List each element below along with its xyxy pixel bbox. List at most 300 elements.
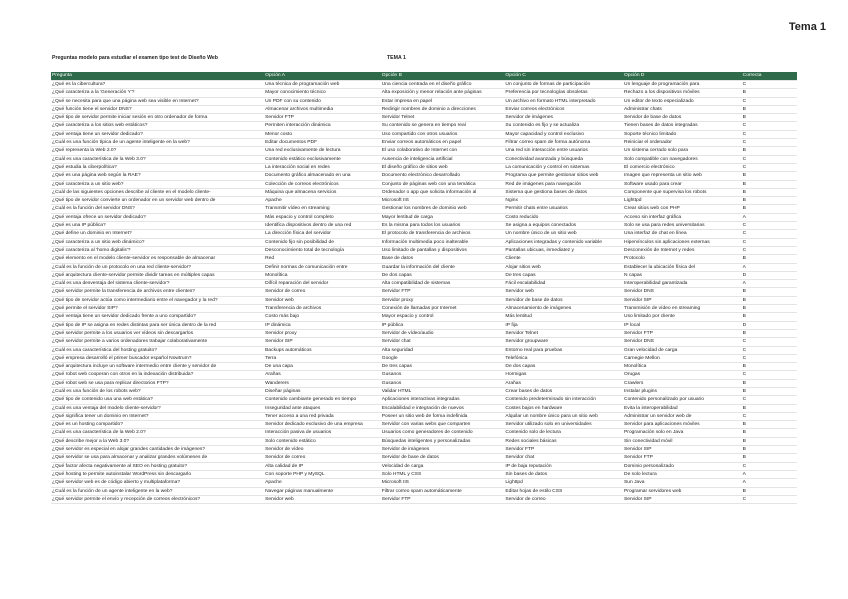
table-row: [51, 296, 797, 304]
option-c-cell: Mayor capacidad y control exclusivo: [504, 130, 623, 138]
option-b-cell: Ausencia de inteligencia artificial: [381, 155, 505, 163]
answer-cell: B: [742, 172, 797, 180]
option-a-cell: Terra: [264, 354, 381, 362]
option-c-cell: Almacenamiento de imágenes: [504, 305, 623, 313]
option-c-cell: Aplicaciones integradas y contenido variable: [504, 238, 623, 246]
option-c-cell: Contenido solo de lectura: [504, 429, 623, 437]
question-cell: ¿Qué permite el servidor SIP?: [51, 305, 264, 313]
option-b-cell: Búsquedas inteligentes y personalizadas: [381, 437, 505, 445]
question-cell: ¿Cuál de las siguientes opciones describe al cliente en el modelo cliente-: [51, 188, 264, 196]
table-row: [51, 163, 797, 171]
option-a-cell: Identifica dispositivos dentro de una red: [264, 222, 381, 230]
option-d-cell: Tienen bases de datos integradas: [623, 122, 742, 130]
question-cell: ¿Cuál es la función de un protocolo en una red cliente-servidor?: [51, 263, 264, 271]
option-d-cell: Uso limitado por cliente: [623, 313, 742, 321]
answer-cell: B: [742, 288, 797, 296]
option-d-cell: Sin conectividad móvil: [623, 437, 742, 445]
option-d-cell: Transmisión de vídeo en streaming: [623, 305, 742, 313]
answer-cell: A: [742, 213, 797, 221]
option-d-cell: Acceso sin interfaz gráfica: [623, 213, 742, 221]
question-cell: ¿Qué empresa desarrolló el primer buscador español Nowtrum?: [51, 354, 264, 362]
table-row: [51, 213, 797, 221]
question-cell: ¿Qué ventaja tiene un servidor dedicado?: [51, 130, 264, 138]
table-row: [51, 446, 797, 454]
option-b-cell: Aplicaciones interactivas integradas: [381, 396, 505, 404]
question-cell: ¿Qué tipo de servidor actúa como intermediario entre el navegador y la red?: [51, 296, 264, 304]
table-row: [51, 437, 797, 445]
option-a-cell: Permiten interacción dinámica: [264, 122, 381, 130]
option-d-cell: Contenido personalizado por usuario: [623, 396, 742, 404]
option-c-cell: Telefónica: [504, 354, 623, 362]
sheet-subtitle: TEMA 1: [387, 55, 406, 61]
option-d-cell: N capas: [623, 271, 742, 279]
option-b-cell: Google: [381, 354, 505, 362]
option-a-cell: Apache: [264, 197, 381, 205]
table-row: [51, 89, 797, 97]
option-c-cell: Servidor de correo: [504, 495, 623, 503]
table-row: [51, 454, 797, 462]
option-d-cell: Evita la interoperabilidad: [623, 404, 742, 412]
option-c-cell: Servidor de imágenes: [504, 114, 623, 122]
option-d-cell: Servidor SIP: [623, 446, 742, 454]
option-c-cell: Su contenido es fijo y se actualiza: [504, 122, 623, 130]
question-cell: ¿Qué robot web se usa para replicar directorios FTP?: [51, 379, 264, 387]
option-a-cell: Solo contenido estático: [264, 437, 381, 445]
option-a-cell: Red: [264, 255, 381, 263]
option-d-cell: Programar servidores web: [623, 487, 742, 495]
answer-cell: C: [742, 139, 797, 147]
column-header-opcion-c: Opción C: [504, 72, 623, 81]
option-a-cell: Navegar páginas manualmente: [264, 487, 381, 495]
option-b-cell: Mayor lentitud de carga: [381, 213, 505, 221]
option-b-cell: Su contenido se genera en tiempo real: [381, 122, 505, 130]
option-a-cell: Menor costo: [264, 130, 381, 138]
option-a-cell: De una capa: [264, 363, 381, 371]
question-cell: ¿Qué ventaja tiene un servidor dedicado frente a uno compartido?: [51, 313, 264, 321]
option-b-cell: Guardar la información del cliente: [381, 263, 505, 271]
option-b-cell: El uso colaborativo de Internet con: [381, 147, 505, 155]
sheet-title: Preguntas modelo para estudiar el examen tipo test de Diseño Web: [52, 55, 218, 61]
option-d-cell: IP local: [623, 321, 742, 329]
answer-cell: A: [742, 263, 797, 271]
question-cell: ¿Cuál es la función del servidor DNS?: [51, 205, 264, 213]
question-cell: ¿Qué hosting te permite autoinstalar WordPress sin descargarlo: [51, 470, 264, 478]
question-cell: ¿Cuál es la función de un agente inteligente en la web?: [51, 487, 264, 495]
table-row: [51, 421, 797, 429]
table-row: [51, 387, 797, 395]
option-a-cell: Wanderers: [264, 379, 381, 387]
option-c-cell: Servidor de base de datos: [504, 296, 623, 304]
option-c-cell: Servidor web: [504, 288, 623, 296]
question-cell: ¿Qué función tiene el servidor DNS?: [51, 105, 264, 113]
option-d-cell: Soporte técnico limitado: [623, 130, 742, 138]
option-d-cell: Carnegie Mellon: [623, 354, 742, 362]
answer-cell: B: [742, 387, 797, 395]
column-header-correcta: Correcta: [742, 72, 797, 81]
answer-cell: B: [742, 89, 797, 97]
option-a-cell: Editar documentos PDF: [264, 139, 381, 147]
option-a-cell: Una red exclusivamente de lectura: [264, 147, 381, 155]
option-c-cell: Editar hojas de estilo CSS: [504, 487, 623, 495]
option-a-cell: Servidor SIP: [264, 338, 381, 346]
option-c-cell: Sin bases de datos: [504, 470, 623, 478]
option-c-cell: Entorno real para pruebas: [504, 346, 623, 354]
question-cell: ¿Qué se necesita para que una página web sea visible en Internet?: [51, 97, 264, 105]
option-b-cell: Uso compartido con otros usuarios: [381, 130, 505, 138]
option-b-cell: Estar impresa en papel: [381, 97, 505, 105]
option-c-cell: Arañas: [504, 379, 623, 387]
table-row: [51, 172, 797, 180]
answer-cell: B: [742, 421, 797, 429]
table-row: [51, 412, 797, 420]
question-cell: ¿Qué significa tener un dominio en Internet?: [51, 412, 264, 420]
option-b-cell: Servidor de base de datos: [381, 454, 505, 462]
table-row: [51, 338, 797, 346]
option-d-cell: Monolítica: [623, 363, 742, 371]
option-a-cell: Servidor proxy: [264, 329, 381, 337]
table-row: [51, 280, 797, 288]
question-cell: ¿Qué define un dominio en Internet?: [51, 230, 264, 238]
option-a-cell: Servidor dedicado exclusivo de una empresa: [264, 421, 381, 429]
question-cell: ¿Cuál es una ventaja del modelo cliente-servidor?: [51, 404, 264, 412]
option-c-cell: IP de baja reputación: [504, 462, 623, 470]
question-cell: ¿Qué servidor permite a los usuarios ver vídeos sin descargarlos: [51, 329, 264, 337]
option-d-cell: Protocolo: [623, 255, 742, 263]
sheet-header: [51, 55, 797, 63]
option-a-cell: Servidor de correo: [264, 288, 381, 296]
option-d-cell: Un editor de texto especializado: [623, 97, 742, 105]
option-d-cell: Hipervínculos sin aplicaciones externas: [623, 238, 742, 246]
option-d-cell: Instalar plugins: [623, 387, 742, 395]
option-b-cell: De tres capas: [381, 363, 505, 371]
option-c-cell: Se asigna a equipos conectados: [504, 222, 623, 230]
question-cell: ¿Qué es una página web según la RAE?: [51, 172, 264, 180]
option-b-cell: Gusanos: [381, 379, 505, 387]
option-d-cell: Crawlers: [623, 379, 742, 387]
option-b-cell: Escalabilidad e integración de nuevos: [381, 404, 505, 412]
option-c-cell: Un nombre único de un sitio web: [504, 230, 623, 238]
answer-cell: B: [742, 188, 797, 196]
answer-cell: A: [742, 470, 797, 478]
option-a-cell: Tener acceso a una red privada: [264, 412, 381, 420]
question-cell: ¿Qué factor afecta negativamente al SEO en hosting gratuito?: [51, 462, 264, 470]
answer-cell: C: [742, 238, 797, 246]
option-a-cell: Backups automáticos: [264, 346, 381, 354]
answer-cell: C: [742, 346, 797, 354]
table-row: [51, 271, 797, 279]
option-a-cell: Mayor conocimiento técnico: [264, 89, 381, 97]
table-row: [51, 81, 797, 89]
option-c-cell: Red de imágenes para navegación: [504, 180, 623, 188]
option-b-cell: Documento electrónico desarrollado: [381, 172, 505, 180]
answer-cell: B: [742, 147, 797, 155]
option-a-cell: Un PDF con su contenido: [264, 97, 381, 105]
option-d-cell: Administrar chats: [623, 105, 742, 113]
option-a-cell: Transmitir vídeo en streaming: [264, 205, 381, 213]
answer-cell: C: [742, 246, 797, 254]
table-row: [51, 429, 797, 437]
table-row: [51, 105, 797, 113]
option-d-cell: Interoperabilidad garantizada: [623, 280, 742, 288]
question-cell: ¿Cuál es una desventaja del sistema cliente-servidor?: [51, 280, 264, 288]
table-row: [51, 363, 797, 371]
option-d-cell: Servidor DNS: [623, 288, 742, 296]
table-row: [51, 479, 797, 487]
question-cell: ¿Qué arquitectura incluye un software intermedio entre cliente y servidor de: [51, 363, 264, 371]
table-row: [51, 205, 797, 213]
table-row: [51, 246, 797, 254]
option-d-cell: Software usado para crear: [623, 180, 742, 188]
option-b-cell: Ordenador o app que solicita información al: [381, 188, 505, 196]
option-d-cell: Desconexión de Internet y redes: [623, 246, 742, 254]
option-a-cell: Con soporte PHP y MySQL: [264, 470, 381, 478]
answer-cell: C: [742, 230, 797, 238]
answer-cell: C: [742, 222, 797, 230]
option-d-cell: Gran velocidad de carga: [623, 346, 742, 354]
option-d-cell: Reiniciar el ordenador: [623, 139, 742, 147]
option-c-cell: Nginx: [504, 197, 623, 205]
option-b-cell: Mayor espacio y control: [381, 313, 505, 321]
option-a-cell: Costo más bajo: [264, 313, 381, 321]
table-row: [51, 495, 797, 503]
answer-cell: C: [742, 495, 797, 503]
option-d-cell: Un sistema cerrado solo para: [623, 147, 742, 155]
table-row: [51, 371, 797, 379]
option-a-cell: Alta calidad de IP: [264, 462, 381, 470]
table-row: [51, 263, 797, 271]
option-b-cell: Servidor FTP: [381, 288, 505, 296]
option-a-cell: Contenido fijo sin posibilidad de: [264, 238, 381, 246]
table-row: [51, 404, 797, 412]
option-c-cell: Más lentitud: [504, 313, 623, 321]
option-b-cell: Servidor de vídeo/audio: [381, 329, 505, 337]
option-b-cell: Alta exposición y menor relación ante páginas: [381, 89, 505, 97]
option-a-cell: Monolítica: [264, 271, 381, 279]
question-cell: ¿Qué describe mejor a la Web 3.0?: [51, 437, 264, 445]
option-b-cell: Microsoft IIS: [381, 479, 505, 487]
option-d-cell: Rechazo a los dispositivos móviles: [623, 89, 742, 97]
table-body: [51, 81, 797, 504]
table-row: [51, 313, 797, 321]
option-d-cell: Servidor para aplicaciones móviles: [623, 421, 742, 429]
table-row: [51, 462, 797, 470]
option-c-cell: Sistema que gestiona bases de datos: [504, 188, 623, 196]
option-a-cell: Definir normas de comunicación entre: [264, 263, 381, 271]
option-a-cell: Difícil reparación del servidor: [264, 280, 381, 288]
option-d-cell: Una interfaz de chat en línea: [623, 230, 742, 238]
question-cell: ¿Qué ventaja ofrece un servidor dedicado?: [51, 213, 264, 221]
question-cell: ¿Qué robot web cooperan con otros en la indexación distribuida?: [51, 371, 264, 379]
table-row: [51, 255, 797, 263]
option-c-cell: Enviar correos electrónicos: [504, 105, 623, 113]
option-c-cell: Un conjunto de formas de participación: [504, 81, 623, 89]
option-c-cell: Un archivo en formato HTML interpretado: [504, 97, 623, 105]
answer-cell: C: [742, 354, 797, 362]
table-header-row: [51, 72, 797, 81]
table-row: [51, 188, 797, 196]
option-b-cell: Usuarios como generadores de contenido: [381, 429, 505, 437]
question-cell: ¿Qué servidor permite la transferencia de archivos entre clientes?: [51, 288, 264, 296]
option-b-cell: Servidor chat: [381, 338, 505, 346]
question-cell: ¿Qué arquitectura cliente-servidor permite dividir tareas en múltiples capas: [51, 271, 264, 279]
table-row: [51, 180, 797, 188]
question-cell: ¿Qué servidor web es de código abierto y multiplataforma?: [51, 479, 264, 487]
option-d-cell: Servidor de base de datos: [623, 114, 742, 122]
option-b-cell: Alta seguridad: [381, 346, 505, 354]
answer-cell: B: [742, 205, 797, 213]
option-a-cell: Servidor de vídeo: [264, 446, 381, 454]
option-a-cell: Servidor web: [264, 495, 381, 503]
option-d-cell: Programación solo en Java: [623, 429, 742, 437]
option-b-cell: Alta compatibilidad de sistemas: [381, 280, 505, 288]
option-c-cell: Costo reducido: [504, 213, 623, 221]
option-d-cell: De solo lectura: [623, 470, 742, 478]
answer-cell: B: [742, 105, 797, 113]
answer-cell: C: [742, 371, 797, 379]
answer-cell: B: [742, 404, 797, 412]
option-d-cell: Imagen que representa un sitio web: [623, 172, 742, 180]
option-c-cell: De dos capas: [504, 363, 623, 371]
question-cell: ¿Qué estudia la ciberpolítica?: [51, 163, 264, 171]
table-row: [51, 139, 797, 147]
option-c-cell: Alojar sitios web: [504, 263, 623, 271]
answer-cell: C: [742, 396, 797, 404]
question-cell: ¿Cuál es una función típica de un agente inteligente en la web?: [51, 139, 264, 147]
option-c-cell: Servidor FTP: [504, 446, 623, 454]
option-c-cell: Hormigas: [504, 371, 623, 379]
option-d-cell: Lighttpd: [623, 197, 742, 205]
question-cell: ¿Qué servidor es especial en alojar grandes cantidades de imágenes?: [51, 446, 264, 454]
option-c-cell: Filtrar correo spam de forma autónoma: [504, 139, 623, 147]
table-row: [51, 122, 797, 130]
column-header-opcion-a: Opción A: [264, 72, 381, 81]
table-row: [51, 305, 797, 313]
option-c-cell: Programa que permite gestionar sitios web: [504, 172, 623, 180]
option-b-cell: Gusanos: [381, 371, 505, 379]
option-c-cell: Servidor utilizado solo en universidades: [504, 421, 623, 429]
option-b-cell: Servidor de imágenes: [381, 446, 505, 454]
option-a-cell: Colección de correos electrónicos: [264, 180, 381, 188]
option-b-cell: Redirigir nombres de dominio a direcciones: [381, 105, 505, 113]
answer-cell: B: [742, 180, 797, 188]
question-cell: ¿Qué es la cibercultura?: [51, 81, 264, 89]
option-c-cell: Fácil escalabilidad: [504, 280, 623, 288]
option-a-cell: IP dinámica: [264, 321, 381, 329]
answer-cell: D: [742, 271, 797, 279]
table-row: [51, 230, 797, 238]
question-cell: ¿Qué caracteriza a un sitio web dinámico?: [51, 238, 264, 246]
option-c-cell: Servidor groupware: [504, 338, 623, 346]
option-d-cell: Servidor SIP: [623, 495, 742, 503]
answer-cell: D: [742, 321, 797, 329]
option-c-cell: Contenido predeterminado sin interacción: [504, 396, 623, 404]
answer-cell: B: [742, 437, 797, 445]
answer-cell: B: [742, 487, 797, 495]
table-row: [51, 487, 797, 495]
answer-cell: A: [742, 280, 797, 288]
table-row: [51, 222, 797, 230]
option-b-cell: Validar HTML: [381, 387, 505, 395]
question-cell: ¿Qué caracteriza a un sitio web?: [51, 180, 264, 188]
option-c-cell: Crear bases de datos: [504, 387, 623, 395]
option-c-cell: Una red sin interacción entre usuarios: [504, 147, 623, 155]
table-row: [51, 97, 797, 105]
answer-cell: B: [742, 255, 797, 263]
option-c-cell: Redes sociales básicas: [504, 437, 623, 445]
table-row: [51, 130, 797, 138]
question-cell: ¿Cuál es una característica del hosting gratuito?: [51, 346, 264, 354]
option-d-cell: Crear sitios web con PHP: [623, 205, 742, 213]
option-d-cell: Administrar un servidor web de: [623, 412, 742, 420]
option-c-cell: Servidor chat: [504, 454, 623, 462]
option-b-cell: El diseño gráfico de sitios web: [381, 163, 505, 171]
question-cell: ¿Qué es una IP pública?: [51, 222, 264, 230]
option-a-cell: Servidor FTP: [264, 114, 381, 122]
answer-cell: B: [742, 197, 797, 205]
table-row: [51, 147, 797, 155]
option-a-cell: Más espacio y control completo: [264, 213, 381, 221]
answer-cell: C: [742, 97, 797, 105]
column-header-opcion-d: Opción D: [623, 72, 742, 81]
question-cell: ¿Qué elemento en el modelo cliente-servidor es responsable de almacenar: [51, 255, 264, 263]
option-a-cell: Transferencia de archivos: [264, 305, 381, 313]
option-d-cell: Solo compatible con navegadores: [623, 155, 742, 163]
option-d-cell: Un lenguaje de programación para: [623, 81, 742, 89]
question-cell: ¿Qué caracteriza a los sitios web estáticos?: [51, 122, 264, 130]
question-cell: ¿Qué tipo de contenido usa una web estática?: [51, 396, 264, 404]
option-a-cell: Servidor de correo: [264, 454, 381, 462]
option-c-cell: Preferencia por tecnologías obsoletas: [504, 89, 623, 97]
option-a-cell: La interacción social en redes: [264, 163, 381, 171]
option-a-cell: Diseñar páginas: [264, 387, 381, 395]
option-b-cell: Velocidad de carga: [381, 462, 505, 470]
question-cell: ¿Qué servidor permite el envío y recepción de correos electrónicos?: [51, 495, 264, 503]
option-c-cell: Lighttpd: [504, 479, 623, 487]
option-a-cell: Desconocimiento total de tecnología: [264, 246, 381, 254]
questions-table: [51, 72, 797, 504]
answer-cell: C: [742, 338, 797, 346]
option-b-cell: Solo HTML y CSS: [381, 470, 505, 478]
table-row: [51, 155, 797, 163]
column-header-opcion-b: Opción B: [381, 72, 505, 81]
question-cell: ¿Qué es un hosting compartido?: [51, 421, 264, 429]
option-a-cell: Interacción pasiva de usuarios: [264, 429, 381, 437]
option-d-cell: Solo se usa para redes universitarias: [623, 222, 742, 230]
table-row: [51, 346, 797, 354]
option-b-cell: Servidor con varias webs que comparten: [381, 421, 505, 429]
table-row: [51, 396, 797, 404]
option-b-cell: Poseer un sitio web de forma indefinida: [381, 412, 505, 420]
table-row: [51, 379, 797, 387]
answer-cell: C: [742, 130, 797, 138]
question-cell: ¿Qué caracteriza al 'homo digitalis'?: [51, 246, 264, 254]
option-c-cell: De tres capas: [504, 271, 623, 279]
option-c-cell: Conectividad avanzada y búsqueda: [504, 155, 623, 163]
answer-cell: B: [742, 329, 797, 337]
option-d-cell: Servidor SIP: [623, 296, 742, 304]
question-cell: ¿Qué servidor permite a varios ordenadores trabajar colaborativamente: [51, 338, 264, 346]
option-c-cell: Costes bajos en hardware: [504, 404, 623, 412]
option-d-cell: Dominio personalizado: [623, 462, 742, 470]
option-c-cell: IP fija: [504, 321, 623, 329]
option-b-cell: Base de datos: [381, 255, 505, 263]
answer-cell: C: [742, 412, 797, 420]
table-row: [51, 238, 797, 246]
option-d-cell: Sun Java: [623, 479, 742, 487]
option-b-cell: IP pública: [381, 321, 505, 329]
option-d-cell: Establecer la ubicación física del: [623, 263, 742, 271]
option-d-cell: Servidor DNS: [623, 338, 742, 346]
